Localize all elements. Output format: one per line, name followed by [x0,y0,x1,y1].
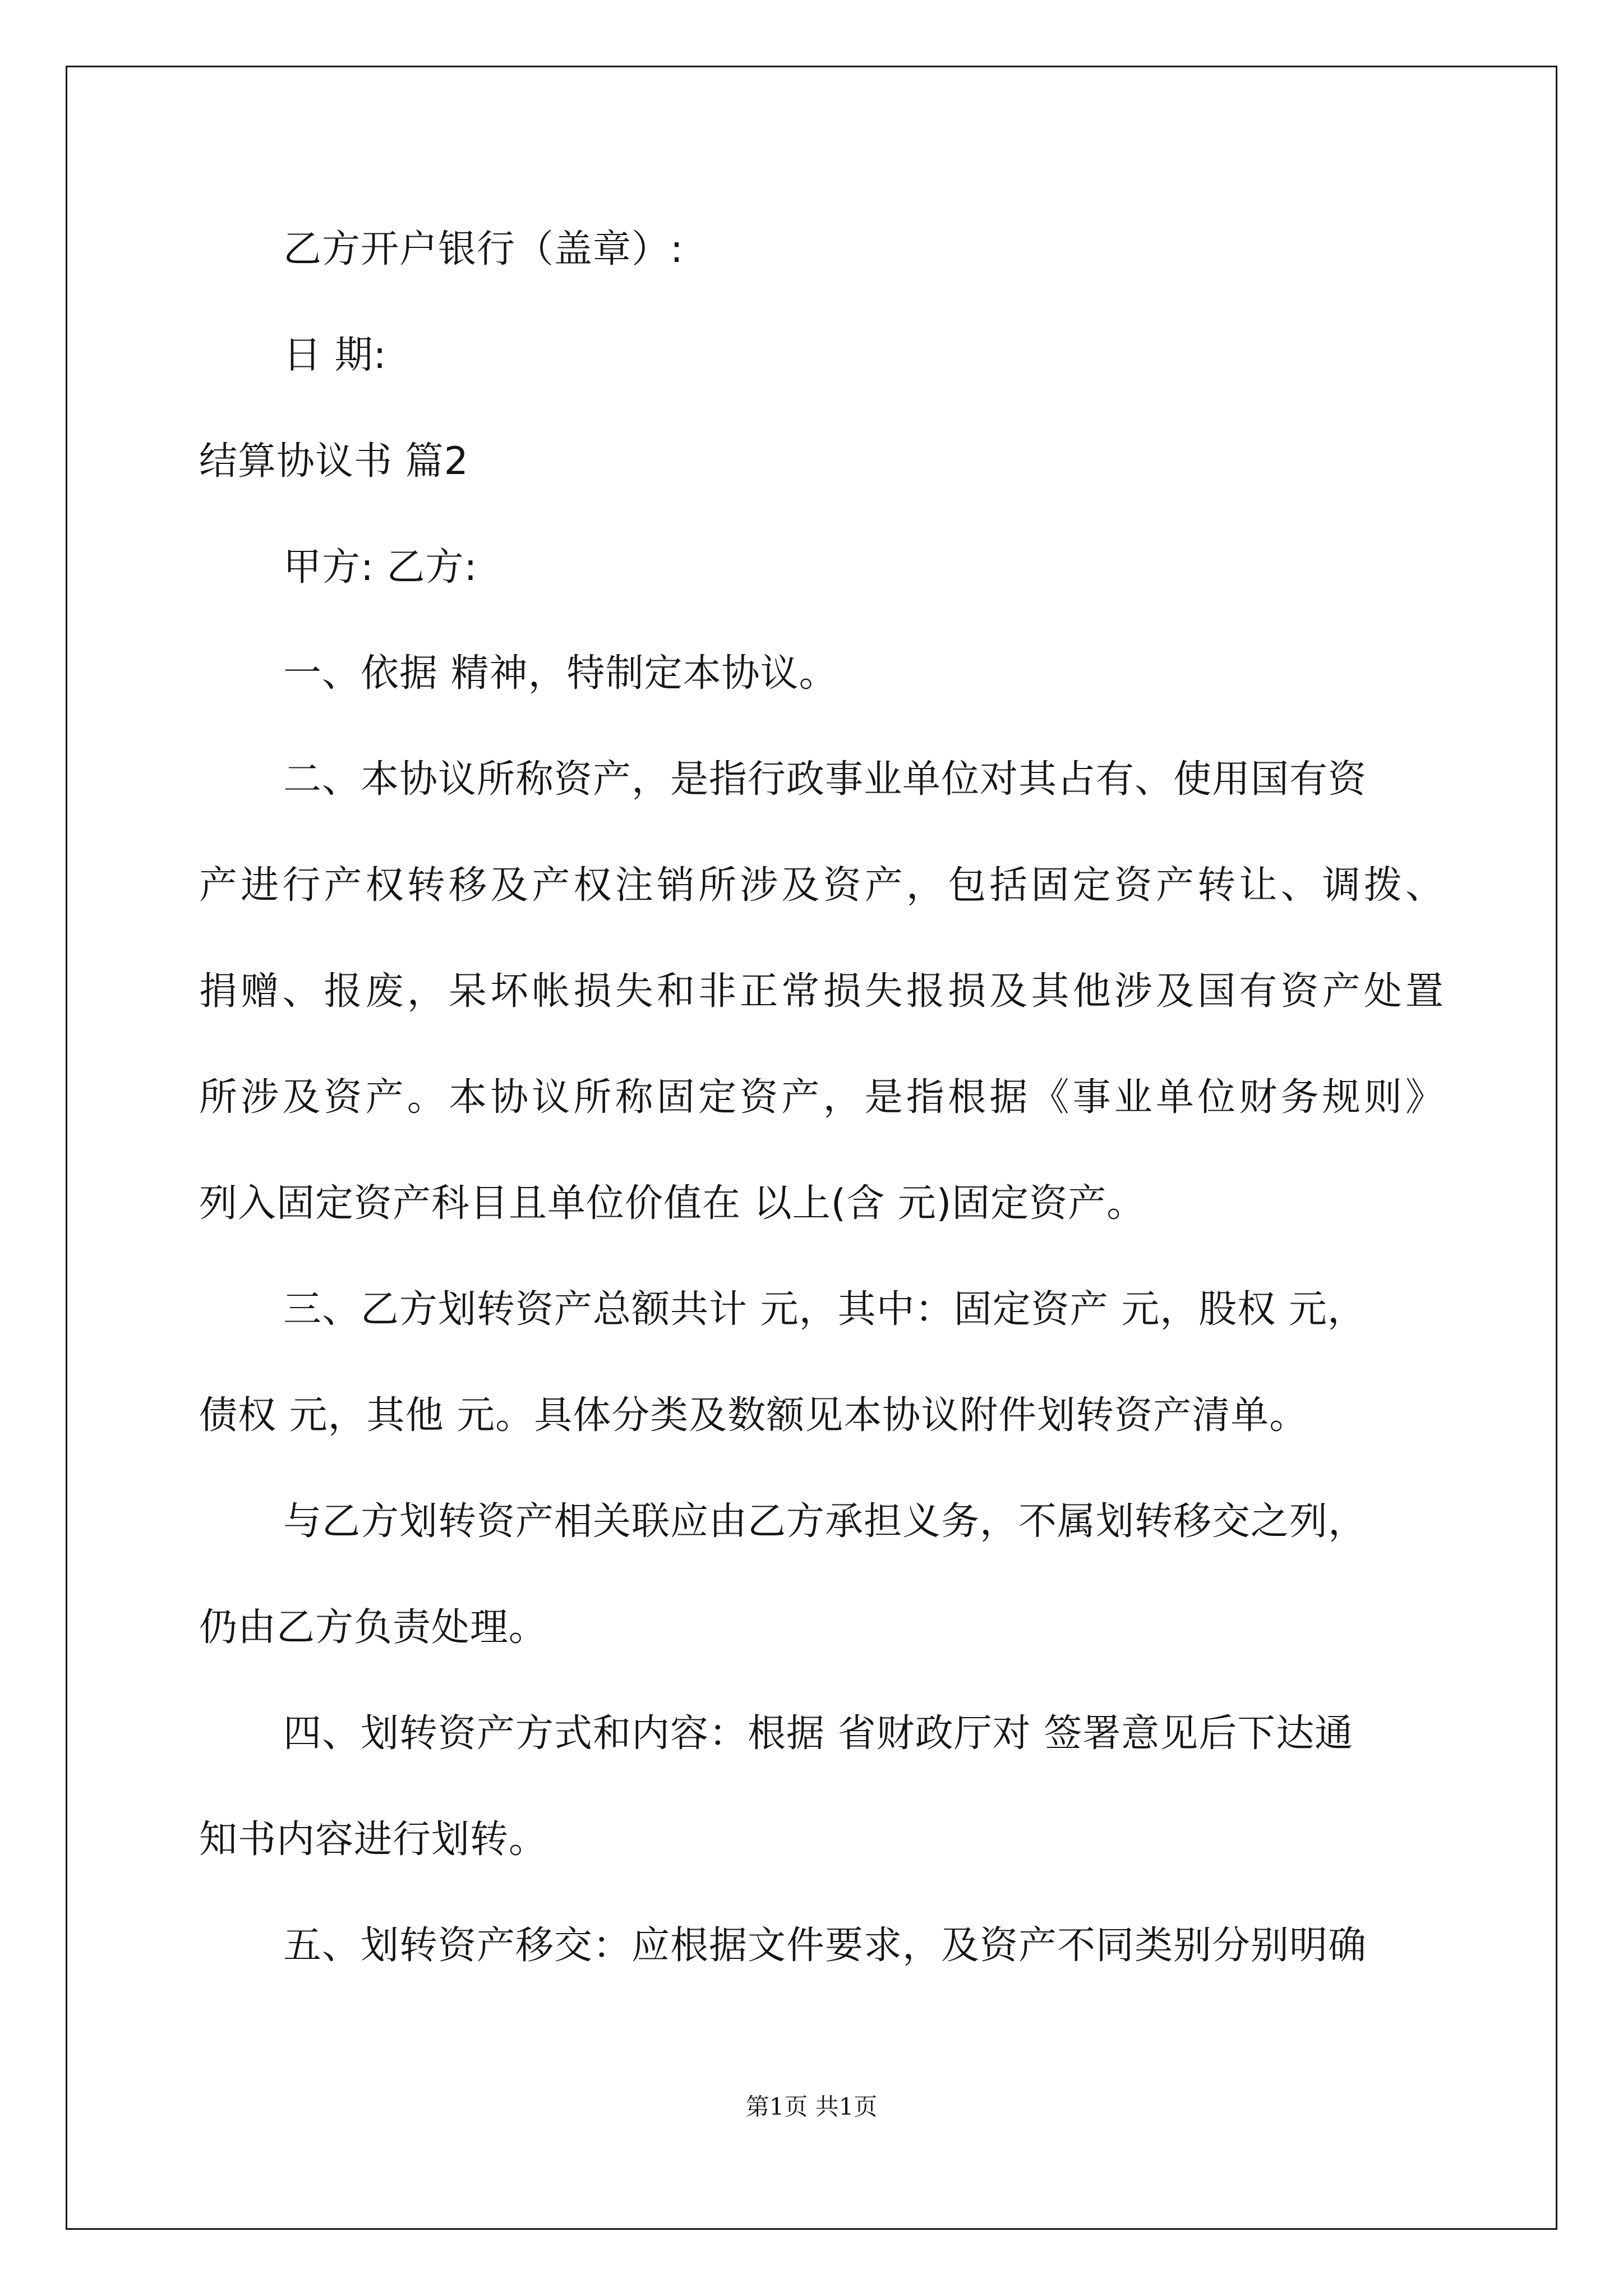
clause-1: 一、依据 精神，特制定本协议。 [283,651,838,696]
clause-4-line-1: 四、划转资产方式和内容：根据 省财政厅对 签署意见后下达通 [283,1711,1354,1756]
clause-3-note-line-1: 与乙方划转资产相关联应由乙方承担义务，不属划转移交之列， [283,1499,1367,1544]
clause-2-line-2: 产进行产权转移及产权注销所涉及资产，包括固定资产转让、调拨、 [199,863,1444,908]
signature-line-date: 日 期: [283,333,387,378]
clause-2-line-4: 所涉及资产。本协议所称固定资产，是指根据《事业单位财务规则》 [199,1075,1444,1120]
clause-3-line-1: 三、乙方划转资产总额共计 元，其中：固定资产 元，股权 元， [283,1287,1366,1332]
clause-2-line-5: 列入固定资产科目且单位价值在 以上(含 元)固定资产。 [199,1181,1146,1226]
page-number: 第1页 共1页 [745,2093,878,2120]
page-border [66,66,1557,2230]
clause-2-line-1: 二、本协议所称资产，是指行政事业单位对其占有、使用国有资 [283,757,1367,802]
clause-3-note-line-2: 仍由乙方负责处理。 [199,1605,548,1650]
signature-line-bank: 乙方开户银行（盖章）: [283,227,684,272]
clause-2-line-3: 捐赠、报废，呆坏帐损失和非正常损失报损及其他涉及国有资产处置 [199,969,1444,1014]
clause-4-line-2: 知书内容进行划转。 [199,1818,548,1862]
section-heading: 结算协议书 篇2 [199,439,469,484]
clause-3-line-2: 债权 元，其他 元。具体分类及数额见本协议附件划转资产清单。 [199,1393,1308,1438]
clause-5-line-1: 五、划转资产移交：应根据文件要求，及资产不同类别分别明确 [283,1924,1367,1968]
party-line: 甲方: 乙方: [283,545,478,590]
